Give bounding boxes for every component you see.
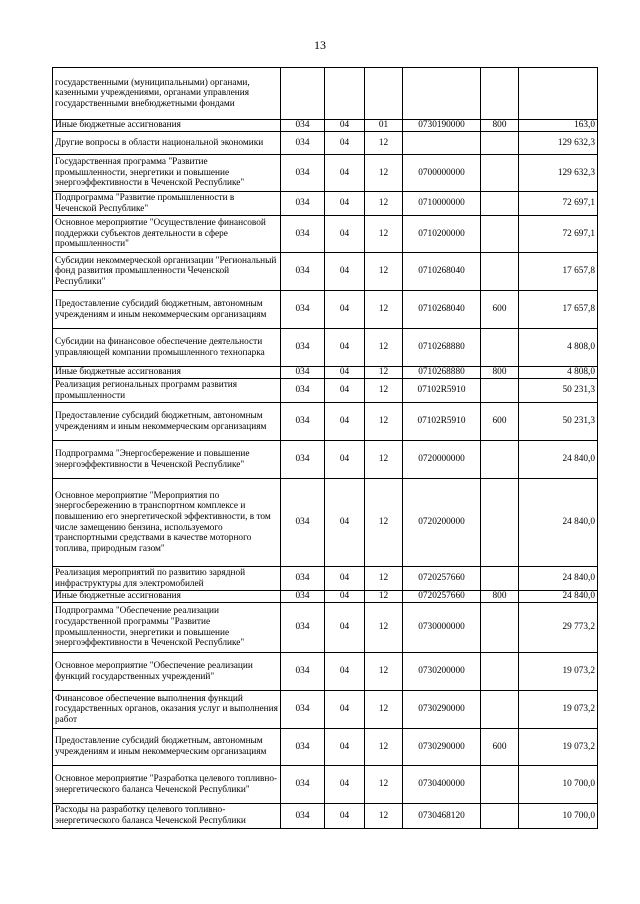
subsection-code-cell: 12 bbox=[365, 804, 403, 829]
table-row bbox=[53, 479, 598, 567]
table-row bbox=[53, 379, 598, 403]
target-article-cell: 07102R5910 bbox=[403, 403, 481, 441]
section-code-cell: 04 bbox=[325, 403, 365, 441]
target-article-cell: 0700000000 bbox=[403, 155, 481, 192]
expense-type-cell bbox=[481, 479, 519, 567]
section-code-cell: 04 bbox=[325, 766, 365, 804]
subsection-code-cell: 12 bbox=[365, 591, 403, 603]
expense-type-cell bbox=[481, 253, 519, 291]
section-code-cell: 04 bbox=[325, 253, 365, 291]
section-code-cell: 04 bbox=[325, 804, 365, 829]
amount-cell: 19 073,2 bbox=[519, 691, 598, 729]
subsection-code-cell: 12 bbox=[365, 155, 403, 192]
ministry-code-cell: 034 bbox=[281, 216, 325, 253]
section-code-cell: 04 bbox=[325, 591, 365, 603]
expense-name-cell: Основное мероприятие "Обеспечение реализации функций государственных учреждений" bbox=[53, 653, 281, 691]
subsection-code-cell: 12 bbox=[365, 403, 403, 441]
amount-cell: 163,0 bbox=[519, 120, 598, 132]
table-row bbox=[53, 132, 598, 155]
section-code-cell: 04 bbox=[325, 567, 365, 591]
table-row bbox=[53, 591, 598, 603]
target-article-cell: 0730400000 bbox=[403, 766, 481, 804]
amount-cell: 19 073,2 bbox=[519, 653, 598, 691]
expense-type-cell bbox=[481, 216, 519, 253]
table-row bbox=[53, 441, 598, 479]
expense-type-cell bbox=[481, 804, 519, 829]
target-article-cell: 0730290000 bbox=[403, 729, 481, 766]
subsection-code-cell bbox=[365, 68, 403, 120]
expense-name-cell: Иные бюджетные ассигнования bbox=[53, 367, 281, 379]
subsection-code-cell: 12 bbox=[365, 329, 403, 367]
expense-type-cell: 800 bbox=[481, 591, 519, 603]
amount-cell: 129 632,3 bbox=[519, 155, 598, 192]
target-article-cell: 0730200000 bbox=[403, 653, 481, 691]
expense-name-cell: Основное мероприятие "Разработка целевого топливно-энергетического баланса Чеченской Республики" bbox=[53, 766, 281, 804]
ministry-code-cell: 034 bbox=[281, 591, 325, 603]
subsection-code-cell: 12 bbox=[365, 603, 403, 653]
amount-cell: 50 231,3 bbox=[519, 379, 598, 403]
target-article-cell: 0730190000 bbox=[403, 120, 481, 132]
table-row bbox=[53, 804, 598, 829]
section-code-cell: 04 bbox=[325, 729, 365, 766]
expense-type-cell: 600 bbox=[481, 403, 519, 441]
section-code-cell: 04 bbox=[325, 291, 365, 329]
table-row bbox=[53, 120, 598, 132]
expense-name-cell: Государственная программа "Развитие промышленности, энергетики и повышение энергоэффективности в Чеченской Республике" bbox=[53, 155, 281, 192]
table-row bbox=[53, 329, 598, 367]
table-row bbox=[53, 729, 598, 766]
amount-cell bbox=[519, 68, 598, 120]
table-row bbox=[53, 155, 598, 192]
amount-cell: 50 231,3 bbox=[519, 403, 598, 441]
page-number: 13 bbox=[314, 38, 326, 52]
ministry-code-cell: 034 bbox=[281, 120, 325, 132]
expense-type-cell: 800 bbox=[481, 120, 519, 132]
table-row bbox=[53, 766, 598, 804]
table-row bbox=[53, 216, 598, 253]
amount-cell: 24 840,0 bbox=[519, 479, 598, 567]
amount-cell: 4 808,0 bbox=[519, 367, 598, 379]
ministry-code-cell: 034 bbox=[281, 804, 325, 829]
subsection-code-cell: 12 bbox=[365, 379, 403, 403]
ministry-code-cell: 034 bbox=[281, 441, 325, 479]
section-code-cell: 04 bbox=[325, 691, 365, 729]
target-article-cell: 0710268040 bbox=[403, 291, 481, 329]
expense-type-cell: 600 bbox=[481, 729, 519, 766]
table-row bbox=[53, 192, 598, 216]
amount-cell: 17 657,8 bbox=[519, 291, 598, 329]
section-code-cell: 04 bbox=[325, 192, 365, 216]
subsection-code-cell: 12 bbox=[365, 192, 403, 216]
expense-name-cell: Субсидии на финансовое обеспечение деятельности управляющей компании промышленного технопарка bbox=[53, 329, 281, 367]
ministry-code-cell bbox=[281, 68, 325, 120]
ministry-code-cell: 034 bbox=[281, 603, 325, 653]
table-row bbox=[53, 653, 598, 691]
expense-name-cell: Основное мероприятие "Мероприятия по энергосбережению в транспортном комплексе и повышению его энергетической эффективности, в том числе замещению бензина, используемого транспортными средствами в качестве моторного топлива, природным газом" bbox=[53, 479, 281, 567]
ministry-code-cell: 034 bbox=[281, 291, 325, 329]
expense-type-cell bbox=[481, 441, 519, 479]
expense-name-cell: Подпрограмма "Обеспечение реализации государственной программы "Развитие промышленности, энергетики и повышение энергоэффективности в Чеченской Республике" bbox=[53, 603, 281, 653]
expense-name-cell: Финансовое обеспечение выполнения функций государственных органов, оказания услуг и выполнения работ bbox=[53, 691, 281, 729]
ministry-code-cell: 034 bbox=[281, 155, 325, 192]
expense-type-cell bbox=[481, 329, 519, 367]
ministry-code-cell: 034 bbox=[281, 132, 325, 155]
budget-table bbox=[52, 67, 598, 829]
table-row bbox=[53, 403, 598, 441]
target-article-cell: 0730290000 bbox=[403, 691, 481, 729]
expense-type-cell bbox=[481, 132, 519, 155]
target-article-cell: 0720257660 bbox=[403, 591, 481, 603]
target-article-cell: 0710268880 bbox=[403, 367, 481, 379]
expense-type-cell bbox=[481, 155, 519, 192]
expense-type-cell bbox=[481, 192, 519, 216]
ministry-code-cell: 034 bbox=[281, 379, 325, 403]
ministry-code-cell: 034 bbox=[281, 403, 325, 441]
expense-name-cell: Субсидии некоммерческой организации "Региональный фонд развития промышленности Чеченской Республики" bbox=[53, 253, 281, 291]
section-code-cell: 04 bbox=[325, 132, 365, 155]
expense-type-cell bbox=[481, 379, 519, 403]
ministry-code-cell: 034 bbox=[281, 567, 325, 591]
ministry-code-cell: 034 bbox=[281, 367, 325, 379]
section-code-cell: 04 bbox=[325, 603, 365, 653]
target-article-cell: 0720200000 bbox=[403, 479, 481, 567]
amount-cell: 10 700,0 bbox=[519, 804, 598, 829]
ministry-code-cell: 034 bbox=[281, 253, 325, 291]
amount-cell: 129 632,3 bbox=[519, 132, 598, 155]
subsection-code-cell: 01 bbox=[365, 120, 403, 132]
expense-type-cell bbox=[481, 766, 519, 804]
subsection-code-cell: 12 bbox=[365, 132, 403, 155]
target-article-cell: 0720257660 bbox=[403, 567, 481, 591]
expense-name-cell: Подпрограмма "Энергосбережение и повышение энергоэффективности в Чеченской Республике" bbox=[53, 441, 281, 479]
target-article-cell: 0710200000 bbox=[403, 216, 481, 253]
ministry-code-cell: 034 bbox=[281, 691, 325, 729]
subsection-code-cell: 12 bbox=[365, 691, 403, 729]
amount-cell: 24 840,0 bbox=[519, 441, 598, 479]
ministry-code-cell: 034 bbox=[281, 766, 325, 804]
section-code-cell: 04 bbox=[325, 367, 365, 379]
expense-name-cell: Предоставление субсидий бюджетным, автономным учреждениям и иным некоммерческим организациям bbox=[53, 403, 281, 441]
subsection-code-cell: 12 bbox=[365, 291, 403, 329]
expense-type-cell bbox=[481, 68, 519, 120]
subsection-code-cell: 12 bbox=[365, 367, 403, 379]
expense-name-cell: Подпрограмма "Развитие промышленности в Чеченской Республике" bbox=[53, 192, 281, 216]
expense-name-cell: Иные бюджетные ассигнования bbox=[53, 120, 281, 132]
amount-cell: 10 700,0 bbox=[519, 766, 598, 804]
subsection-code-cell: 12 bbox=[365, 729, 403, 766]
ministry-code-cell: 034 bbox=[281, 192, 325, 216]
ministry-code-cell: 034 bbox=[281, 653, 325, 691]
expense-name-cell: Реализация региональных программ развития промышленности bbox=[53, 379, 281, 403]
section-code-cell: 04 bbox=[325, 379, 365, 403]
amount-cell: 72 697,1 bbox=[519, 216, 598, 253]
expense-type-cell bbox=[481, 653, 519, 691]
expense-name-cell: Расходы на разработку целевого топливно-энергетического баланса Чеченской Республики bbox=[53, 804, 281, 829]
ministry-code-cell: 034 bbox=[281, 729, 325, 766]
subsection-code-cell: 12 bbox=[365, 253, 403, 291]
subsection-code-cell: 12 bbox=[365, 479, 403, 567]
amount-cell: 4 808,0 bbox=[519, 329, 598, 367]
subsection-code-cell: 12 bbox=[365, 441, 403, 479]
expense-name-cell: Другие вопросы в области национальной экономики bbox=[53, 132, 281, 155]
amount-cell: 17 657,8 bbox=[519, 253, 598, 291]
target-article-cell: 0730000000 bbox=[403, 603, 481, 653]
ministry-code-cell: 034 bbox=[281, 479, 325, 567]
section-code-cell: 04 bbox=[325, 479, 365, 567]
target-article-cell: 0730468120 bbox=[403, 804, 481, 829]
expense-type-cell bbox=[481, 603, 519, 653]
table-row bbox=[53, 691, 598, 729]
section-code-cell: 04 bbox=[325, 120, 365, 132]
expense-name-cell: Предоставление субсидий бюджетным, автономным учреждениям и иным некоммерческим организациям bbox=[53, 291, 281, 329]
table-row bbox=[53, 68, 598, 120]
expense-type-cell bbox=[481, 567, 519, 591]
table-row bbox=[53, 603, 598, 653]
amount-cell: 19 073,2 bbox=[519, 729, 598, 766]
section-code-cell: 04 bbox=[325, 653, 365, 691]
amount-cell: 24 840,0 bbox=[519, 591, 598, 603]
ministry-code-cell: 034 bbox=[281, 329, 325, 367]
table-row bbox=[53, 253, 598, 291]
subsection-code-cell: 12 bbox=[365, 766, 403, 804]
subsection-code-cell: 12 bbox=[365, 567, 403, 591]
target-article-cell: 0710000000 bbox=[403, 192, 481, 216]
target-article-cell: 0710268040 bbox=[403, 253, 481, 291]
target-article-cell: 0720000000 bbox=[403, 441, 481, 479]
section-code-cell: 04 bbox=[325, 329, 365, 367]
expense-name-cell: Реализация мероприятий по развитию зарядной инфраструктуры для электромобилей bbox=[53, 567, 281, 591]
section-code-cell bbox=[325, 68, 365, 120]
expense-name-cell: Основное мероприятие "Осуществление финансовой поддержки субъектов деятельности в сфере промышленности" bbox=[53, 216, 281, 253]
amount-cell: 72 697,1 bbox=[519, 192, 598, 216]
subsection-code-cell: 12 bbox=[365, 653, 403, 691]
subsection-code-cell: 12 bbox=[365, 216, 403, 253]
target-article-cell bbox=[403, 68, 481, 120]
table-body bbox=[53, 68, 598, 829]
table-row bbox=[53, 291, 598, 329]
expense-name-cell: Предоставление субсидий бюджетным, автономным учреждениям и иным некоммерческим организациям bbox=[53, 729, 281, 766]
amount-cell: 24 840,0 bbox=[519, 567, 598, 591]
table-row bbox=[53, 367, 598, 379]
expense-type-cell: 800 bbox=[481, 367, 519, 379]
section-code-cell: 04 bbox=[325, 216, 365, 253]
section-code-cell: 04 bbox=[325, 155, 365, 192]
expense-name-cell: государственными (муниципальными) органами, казенными учреждениями, органами управления государственными внебюджетными фондами bbox=[53, 68, 281, 120]
target-article-cell bbox=[403, 132, 481, 155]
target-article-cell: 07102R5910 bbox=[403, 379, 481, 403]
section-code-cell: 04 bbox=[325, 441, 365, 479]
expense-name-cell: Иные бюджетные ассигнования bbox=[53, 591, 281, 603]
expense-type-cell: 600 bbox=[481, 291, 519, 329]
expense-type-cell bbox=[481, 691, 519, 729]
amount-cell: 29 773,2 bbox=[519, 603, 598, 653]
target-article-cell: 0710268880 bbox=[403, 329, 481, 367]
table-row bbox=[53, 567, 598, 591]
